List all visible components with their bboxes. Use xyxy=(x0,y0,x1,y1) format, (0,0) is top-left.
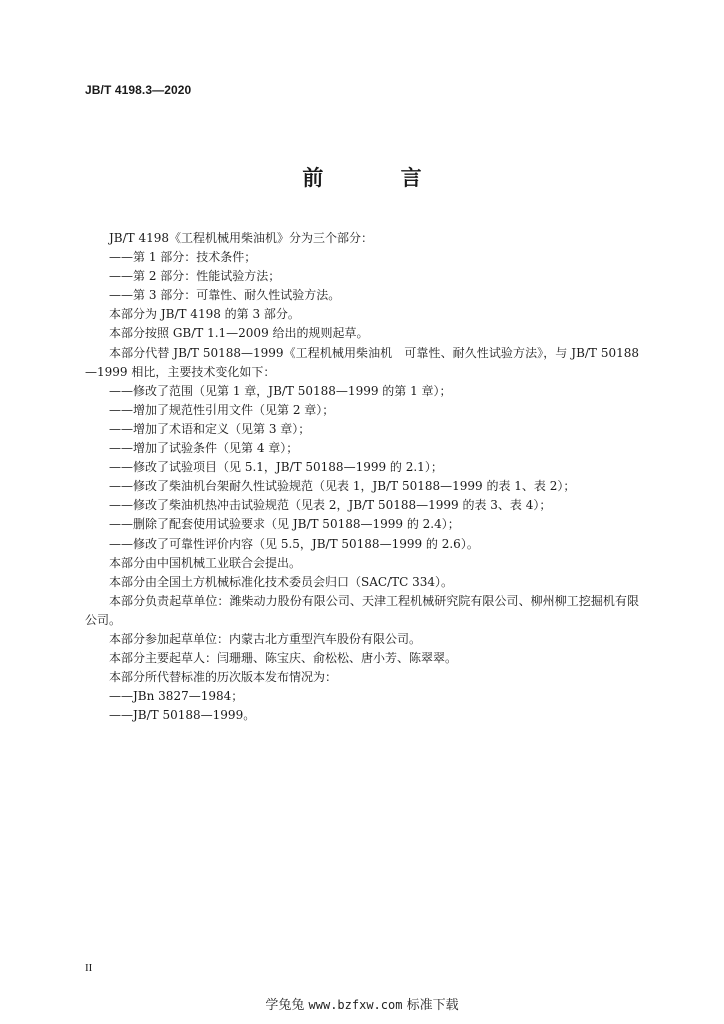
list-item: ——修改了可靠性评价内容（见 5.5，JB/T 50188—1999 的 2.6）。 xyxy=(109,536,479,551)
paragraph: 本部分代替 JB/T 50188—1999《工程机械用柴油机 可靠性、耐久性试验方法》，与 JB/T 50188—1999 相比，主要技术变化如下： xyxy=(85,345,639,379)
paragraph: 本部分由全国土方机械标准化技术委员会归口（SAC/TC 334）。 xyxy=(109,574,454,589)
paragraph: 本部分所代替标准的历次版本发布情况为： xyxy=(109,670,338,685)
list-item: ——JB/T 50188—1999。 xyxy=(109,708,256,723)
list-item: ——修改了柴油机台架耐久性试验规范（见表 1，JB/T 50188—1999 的表 1、表 2）； xyxy=(109,479,576,494)
page-number: II xyxy=(85,962,93,974)
page-title: 前 言 xyxy=(302,166,457,190)
list-item: ——删除了配套使用试验要求（见 JB/T 50188—1999 的 2.4）； xyxy=(109,517,460,532)
list-item: ——增加了规范性引用文件（见第 2 章）； xyxy=(109,402,335,417)
list-item: ——第 3 部分：可靠性、耐久性试验方法。 xyxy=(109,288,341,303)
footer-suffix: 标准下载 xyxy=(406,998,459,1013)
paragraph: 本部分按照 GB/T 1.1—2009 给出的规则起草。 xyxy=(109,326,369,341)
foreword-body xyxy=(85,229,639,725)
list-item: ——修改了柴油机热冲击试验规范（见表 2，JB/T 50188—1999 的表 3、表 4）； xyxy=(109,498,552,513)
list-item: ——增加了试验条件（见第 4 章）； xyxy=(109,441,299,456)
footer-watermark xyxy=(0,994,724,1013)
paragraph: 本部分负责起草单位：潍柴动力股份有限公司、天津工程机械研究院有限公司、柳州柳工挖掘机有限公司。 xyxy=(85,593,639,627)
paragraph: 本部分为 JB/T 4198 的第 3 部分。 xyxy=(109,307,300,322)
list-item: ——修改了范围（见第 1 章，JB/T 50188—1999 的第 1 章）； xyxy=(109,383,452,398)
paragraph: 本部分主要起草人：闫珊珊、陈宝庆、俞松松、唐小芳、陈翠翠。 xyxy=(109,651,458,666)
paragraph: 本部分由中国机械工业联合会提出。 xyxy=(109,555,302,570)
paragraph: JB/T 4198《工程机械用柴油机》分为三个部分： xyxy=(109,231,374,245)
footer-site-name: 学兔兔 xyxy=(265,998,305,1013)
footer-url: www.bzfxw.com xyxy=(308,998,403,1012)
list-item: ——增加了术语和定义（见第 3 章）； xyxy=(109,421,311,436)
paragraph: 本部分参加起草单位：内蒙古北方重型汽车股份有限公司。 xyxy=(109,631,422,646)
list-item: ——JBn 3827—1984； xyxy=(109,689,244,704)
list-item: ——第 2 部分：性能试验方法； xyxy=(109,269,281,284)
list-item: ——第 1 部分：技术条件； xyxy=(109,250,257,265)
standard-code: JB/T 4198.3—2020 xyxy=(85,83,192,97)
list-item: ——修改了试验项目（见 5.1，JB/T 50188—1999 的 2.1）； xyxy=(109,460,443,475)
